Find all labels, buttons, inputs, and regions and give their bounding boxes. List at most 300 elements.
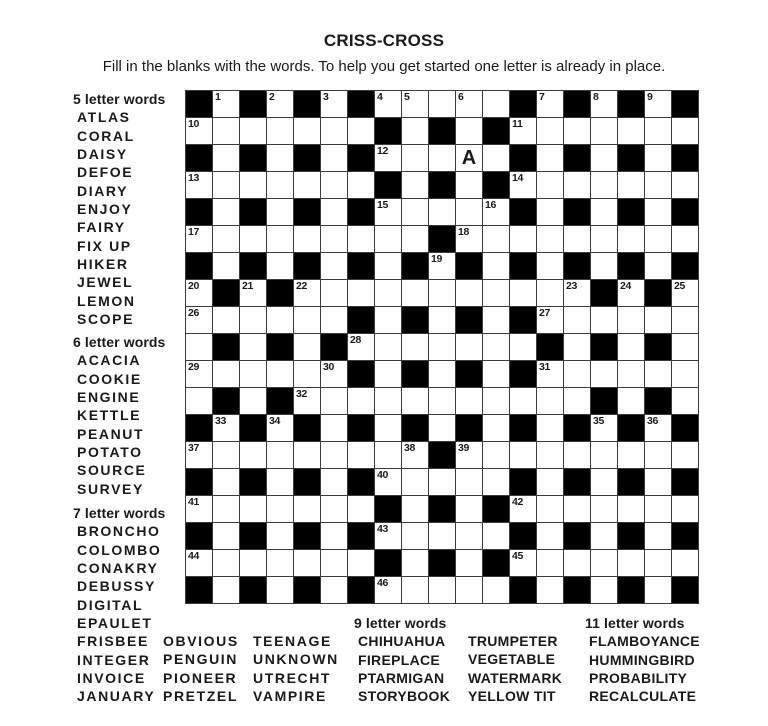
grid-cell[interactable]: [213, 550, 240, 577]
word-item: YELLOW TIT: [468, 688, 556, 705]
grid-cell[interactable]: [483, 415, 510, 442]
grid-cell[interactable]: [510, 172, 537, 199]
grid-cell[interactable]: [186, 550, 213, 577]
grid-cell[interactable]: [456, 172, 483, 199]
word-item: INVOICE: [77, 670, 146, 687]
grid-cell[interactable]: [456, 145, 483, 172]
grid-cell[interactable]: [483, 307, 510, 334]
grid-cell[interactable]: [429, 523, 456, 550]
grid-cell-black: [429, 442, 456, 469]
grid-cell-black: [510, 307, 537, 334]
grid-cell[interactable]: [483, 442, 510, 469]
grid-cell[interactable]: [240, 550, 267, 577]
grid-cell[interactable]: [240, 280, 267, 307]
grid-cell[interactable]: [213, 469, 240, 496]
grid-cell[interactable]: [483, 523, 510, 550]
grid-cell[interactable]: [402, 172, 429, 199]
grid-cell[interactable]: [591, 361, 618, 388]
grid-cell[interactable]: [213, 361, 240, 388]
grid-cell[interactable]: [456, 388, 483, 415]
grid-cell[interactable]: [618, 550, 645, 577]
grid-cell[interactable]: [645, 550, 672, 577]
grid-cell[interactable]: [267, 469, 294, 496]
grid-cell[interactable]: [213, 523, 240, 550]
instructions-text: Fill in the blanks with the words. To help you get started one letter is already in place.: [102, 58, 666, 75]
grid-cell[interactable]: [294, 307, 321, 334]
grid-cell[interactable]: [375, 280, 402, 307]
grid-cell[interactable]: [456, 550, 483, 577]
grid-cell[interactable]: [186, 118, 213, 145]
grid-cell[interactable]: [618, 172, 645, 199]
grid-cell[interactable]: [510, 550, 537, 577]
grid-cell-black: [240, 577, 267, 604]
cell-number: 38: [404, 442, 416, 454]
grid-cell[interactable]: [537, 523, 564, 550]
grid-cell[interactable]: [618, 361, 645, 388]
grid-cell[interactable]: [429, 361, 456, 388]
grid-cell[interactable]: [321, 226, 348, 253]
grid-cell[interactable]: [321, 469, 348, 496]
grid-cell[interactable]: [267, 172, 294, 199]
grid-cell[interactable]: [321, 361, 348, 388]
grid-cell[interactable]: [645, 415, 672, 442]
grid-cell[interactable]: [564, 361, 591, 388]
grid-cell[interactable]: [672, 334, 699, 361]
grid-cell[interactable]: [267, 550, 294, 577]
grid-cell[interactable]: [186, 334, 213, 361]
grid-cell[interactable]: [483, 334, 510, 361]
grid-cell[interactable]: [618, 442, 645, 469]
grid-cell[interactable]: [672, 280, 699, 307]
cell-number: 19: [431, 253, 443, 265]
grid-cell[interactable]: [672, 442, 699, 469]
grid-cell[interactable]: [483, 199, 510, 226]
grid-cell[interactable]: [429, 334, 456, 361]
grid-cell[interactable]: [321, 496, 348, 523]
grid-cell[interactable]: [375, 145, 402, 172]
grid-cell[interactable]: [294, 226, 321, 253]
grid-cell[interactable]: [375, 361, 402, 388]
grid-cell[interactable]: [645, 118, 672, 145]
grid-cell[interactable]: [402, 91, 429, 118]
grid-cell[interactable]: [510, 496, 537, 523]
grid-cell[interactable]: [456, 118, 483, 145]
grid-cell[interactable]: [456, 334, 483, 361]
grid-cell[interactable]: [483, 469, 510, 496]
grid-cell[interactable]: [186, 361, 213, 388]
grid-cell[interactable]: [456, 199, 483, 226]
grid-cell-black: [591, 334, 618, 361]
grid-cell[interactable]: [537, 469, 564, 496]
grid-cell[interactable]: [375, 415, 402, 442]
grid-cell[interactable]: [618, 226, 645, 253]
grid-cell[interactable]: [429, 145, 456, 172]
grid-cell[interactable]: [186, 280, 213, 307]
grid-cell[interactable]: [591, 550, 618, 577]
grid-cell[interactable]: [483, 253, 510, 280]
grid-cell[interactable]: [672, 118, 699, 145]
grid-cell[interactable]: [510, 226, 537, 253]
grid-cell[interactable]: [645, 523, 672, 550]
grid-cell[interactable]: [591, 118, 618, 145]
grid-cell[interactable]: [213, 145, 240, 172]
grid-cell[interactable]: [429, 469, 456, 496]
grid-cell[interactable]: [186, 442, 213, 469]
grid-cell[interactable]: [456, 226, 483, 253]
grid-cell[interactable]: [591, 199, 618, 226]
grid-cell[interactable]: [456, 280, 483, 307]
grid-cell[interactable]: [375, 307, 402, 334]
grid-cell[interactable]: [429, 577, 456, 604]
grid-cell[interactable]: [402, 118, 429, 145]
grid-cell[interactable]: [483, 91, 510, 118]
grid-cell[interactable]: [267, 307, 294, 334]
grid-cell[interactable]: [321, 253, 348, 280]
grid-cell[interactable]: [240, 442, 267, 469]
grid-cell[interactable]: [537, 226, 564, 253]
grid-cell[interactable]: [321, 145, 348, 172]
word-item: VEGETABLE: [468, 651, 556, 668]
grid-cell[interactable]: [429, 388, 456, 415]
grid-cell[interactable]: [294, 280, 321, 307]
grid-cell-black: [267, 334, 294, 361]
grid-cell[interactable]: [591, 577, 618, 604]
grid-cell[interactable]: [510, 118, 537, 145]
grid-cell[interactable]: [510, 280, 537, 307]
grid-cell-black: [510, 523, 537, 550]
grid-cell[interactable]: [375, 226, 402, 253]
grid-cell[interactable]: [267, 442, 294, 469]
grid-cell[interactable]: [240, 334, 267, 361]
grid-cell[interactable]: [240, 388, 267, 415]
grid-cell[interactable]: [267, 226, 294, 253]
grid-cell[interactable]: [321, 550, 348, 577]
grid-cell[interactable]: [564, 280, 591, 307]
grid-cell-black: [186, 145, 213, 172]
grid-cell[interactable]: [591, 226, 618, 253]
word-item: FAIRY: [77, 219, 126, 236]
grid-cell[interactable]: [591, 523, 618, 550]
grid-cell[interactable]: [321, 172, 348, 199]
grid-cell[interactable]: [267, 145, 294, 172]
grid-cell[interactable]: [402, 145, 429, 172]
grid-cell-black: [375, 496, 402, 523]
grid-cell[interactable]: [267, 415, 294, 442]
cell-number: 34: [269, 415, 281, 427]
grid-cell[interactable]: [213, 226, 240, 253]
grid-cell[interactable]: [483, 388, 510, 415]
grid-cell-black: [564, 199, 591, 226]
grid-cell[interactable]: [591, 442, 618, 469]
grid-cell[interactable]: [510, 334, 537, 361]
grid-cell[interactable]: [537, 307, 564, 334]
word-item: DIGITAL: [77, 596, 144, 613]
grid-cell[interactable]: [321, 91, 348, 118]
grid-cell[interactable]: [294, 172, 321, 199]
grid-cell[interactable]: [213, 91, 240, 118]
grid-cell[interactable]: [294, 334, 321, 361]
grid-cell[interactable]: [483, 226, 510, 253]
grid-cell[interactable]: [537, 145, 564, 172]
grid-cell[interactable]: [321, 280, 348, 307]
grid-cell[interactable]: [321, 442, 348, 469]
grid-cell[interactable]: [321, 307, 348, 334]
grid-cell[interactable]: [402, 550, 429, 577]
grid-cell[interactable]: [456, 442, 483, 469]
grid-cell[interactable]: [402, 199, 429, 226]
grid-cell[interactable]: [645, 361, 672, 388]
grid-cell[interactable]: [240, 118, 267, 145]
grid-cell[interactable]: [402, 226, 429, 253]
grid-cell[interactable]: [321, 199, 348, 226]
grid-cell[interactable]: [591, 91, 618, 118]
grid-cell[interactable]: [672, 388, 699, 415]
grid-cell[interactable]: [294, 550, 321, 577]
grid-cell[interactable]: [213, 577, 240, 604]
grid-cell[interactable]: [213, 118, 240, 145]
grid-cell[interactable]: [672, 550, 699, 577]
grid-cell[interactable]: [348, 226, 375, 253]
grid-cell-black: [456, 253, 483, 280]
grid-cell[interactable]: [645, 577, 672, 604]
word-item: DIARY: [77, 182, 129, 199]
grid-cell[interactable]: [645, 496, 672, 523]
grid-cell[interactable]: [213, 307, 240, 334]
grid-cell[interactable]: [564, 388, 591, 415]
grid-cell[interactable]: [402, 523, 429, 550]
grid-cell[interactable]: [618, 118, 645, 145]
grid-cell[interactable]: [537, 199, 564, 226]
cell-number: 4: [377, 91, 383, 103]
grid-cell[interactable]: [537, 91, 564, 118]
grid-cell[interactable]: [510, 388, 537, 415]
grid-cell[interactable]: [456, 577, 483, 604]
cell-number: 39: [458, 442, 470, 454]
grid-cell[interactable]: [510, 442, 537, 469]
grid-cell[interactable]: [456, 523, 483, 550]
grid-cell[interactable]: [429, 199, 456, 226]
grid-cell[interactable]: [321, 388, 348, 415]
grid-cell[interactable]: [294, 496, 321, 523]
grid-cell[interactable]: [645, 199, 672, 226]
grid-cell[interactable]: [348, 334, 375, 361]
word-item: PROBABILITY: [589, 670, 688, 687]
grid-cell-black: [186, 469, 213, 496]
grid-cell[interactable]: [348, 550, 375, 577]
grid-cell[interactable]: [429, 280, 456, 307]
grid-cell[interactable]: [240, 172, 267, 199]
grid-cell[interactable]: [321, 415, 348, 442]
cell-number: 9: [647, 91, 653, 103]
grid-cell[interactable]: [456, 469, 483, 496]
grid-cell[interactable]: [240, 361, 267, 388]
grid-cell[interactable]: [564, 550, 591, 577]
grid-cell[interactable]: [348, 496, 375, 523]
grid-cell[interactable]: [564, 334, 591, 361]
grid-cell[interactable]: [537, 280, 564, 307]
word-item: CORAL: [77, 127, 135, 144]
grid-cell[interactable]: [483, 577, 510, 604]
grid-cell[interactable]: [213, 496, 240, 523]
grid-cell[interactable]: [645, 91, 672, 118]
grid-cell[interactable]: [672, 307, 699, 334]
grid-cell[interactable]: [537, 388, 564, 415]
grid-cell[interactable]: [375, 199, 402, 226]
word-item: STORYBOOK: [358, 688, 451, 705]
word-item: PIONEER: [163, 669, 238, 686]
cell-number: 27: [539, 307, 551, 319]
grid-cell[interactable]: [456, 91, 483, 118]
grid-cell[interactable]: [321, 577, 348, 604]
grid-cell[interactable]: [456, 496, 483, 523]
grid-cell[interactable]: [645, 307, 672, 334]
grid-cell[interactable]: [267, 118, 294, 145]
grid-cell[interactable]: [402, 388, 429, 415]
grid-cell[interactable]: [564, 118, 591, 145]
grid-cell[interactable]: [591, 253, 618, 280]
grid-cell[interactable]: [537, 361, 564, 388]
grid-cell[interactable]: [672, 361, 699, 388]
grid-cell[interactable]: [375, 523, 402, 550]
grid-cell[interactable]: [564, 442, 591, 469]
grid-cell[interactable]: [348, 388, 375, 415]
grid-cell[interactable]: [267, 361, 294, 388]
grid-cell[interactable]: [294, 388, 321, 415]
grid-cell[interactable]: [429, 253, 456, 280]
grid-cell[interactable]: [564, 307, 591, 334]
grid-cell[interactable]: [645, 145, 672, 172]
grid-cell[interactable]: [294, 361, 321, 388]
grid-cell[interactable]: [429, 415, 456, 442]
grid-cell[interactable]: [267, 496, 294, 523]
grid-cell[interactable]: [537, 253, 564, 280]
grid-cell[interactable]: [645, 226, 672, 253]
grid-cell[interactable]: [402, 577, 429, 604]
grid-cell[interactable]: [618, 280, 645, 307]
grid-cell-black: [429, 226, 456, 253]
grid-cell[interactable]: [375, 577, 402, 604]
grid-cell[interactable]: [213, 442, 240, 469]
grid-cell[interactable]: [348, 118, 375, 145]
grid-cell[interactable]: [564, 172, 591, 199]
grid-cell-black: [240, 523, 267, 550]
grid-cell[interactable]: [267, 91, 294, 118]
grid-cell[interactable]: [564, 496, 591, 523]
grid-cell[interactable]: [267, 577, 294, 604]
grid-cell[interactable]: [483, 145, 510, 172]
grid-cell[interactable]: [375, 334, 402, 361]
grid-cell[interactable]: [591, 145, 618, 172]
grid-cell[interactable]: [186, 388, 213, 415]
grid-cell[interactable]: [213, 415, 240, 442]
grid-cell[interactable]: [402, 334, 429, 361]
grid-cell[interactable]: [240, 307, 267, 334]
grid-cell[interactable]: [645, 469, 672, 496]
grid-cell[interactable]: [348, 442, 375, 469]
grid-cell[interactable]: [618, 388, 645, 415]
grid-cell[interactable]: [321, 118, 348, 145]
grid-cell[interactable]: [537, 577, 564, 604]
grid-cell[interactable]: [618, 307, 645, 334]
grid-cell[interactable]: [591, 172, 618, 199]
cell-number: 3: [323, 91, 329, 103]
grid-cell[interactable]: [564, 226, 591, 253]
grid-cell-black: [267, 388, 294, 415]
cell-number: 23: [566, 280, 578, 292]
grid-cell[interactable]: [294, 442, 321, 469]
grid-cell[interactable]: [348, 280, 375, 307]
grid-cell[interactable]: [537, 415, 564, 442]
word-item: INTEGER: [77, 651, 151, 668]
grid-cell[interactable]: [483, 361, 510, 388]
grid-cell[interactable]: [645, 172, 672, 199]
grid-cell-black: [564, 145, 591, 172]
grid-cell[interactable]: [645, 442, 672, 469]
grid-cell[interactable]: [429, 307, 456, 334]
grid-cell[interactable]: [402, 442, 429, 469]
grid-cell[interactable]: [213, 199, 240, 226]
grid-cell[interactable]: [267, 253, 294, 280]
grid-cell[interactable]: [375, 388, 402, 415]
grid-cell[interactable]: [483, 280, 510, 307]
grid-cell[interactable]: [537, 442, 564, 469]
grid-cell-black: [618, 469, 645, 496]
grid-cell[interactable]: [267, 199, 294, 226]
grid-cell[interactable]: [591, 469, 618, 496]
word-item: WATERMARK: [468, 669, 563, 686]
grid-cell[interactable]: [618, 496, 645, 523]
grid-cell[interactable]: [591, 307, 618, 334]
grid-cell[interactable]: [240, 496, 267, 523]
grid-cell[interactable]: [375, 253, 402, 280]
grid-cell-black: [564, 253, 591, 280]
grid-cell[interactable]: [537, 172, 564, 199]
grid-cell[interactable]: [213, 253, 240, 280]
grid-cell[interactable]: [537, 118, 564, 145]
grid-cell[interactable]: [348, 172, 375, 199]
grid-cell[interactable]: [321, 523, 348, 550]
grid-cell[interactable]: [375, 91, 402, 118]
grid-cell[interactable]: [186, 172, 213, 199]
grid-cell[interactable]: [294, 118, 321, 145]
grid-cell[interactable]: [375, 469, 402, 496]
grid-cell[interactable]: [186, 226, 213, 253]
grid-cell[interactable]: [375, 442, 402, 469]
grid-cell[interactable]: [429, 91, 456, 118]
grid-cell[interactable]: [672, 226, 699, 253]
grid-cell[interactable]: [618, 334, 645, 361]
grid-cell[interactable]: [402, 469, 429, 496]
grid-cell[interactable]: [645, 253, 672, 280]
cell-number: 29: [188, 361, 200, 373]
grid-cell[interactable]: [672, 172, 699, 199]
grid-cell[interactable]: [537, 550, 564, 577]
grid-cell[interactable]: [402, 496, 429, 523]
grid-cell[interactable]: [186, 307, 213, 334]
grid-cell[interactable]: [672, 496, 699, 523]
grid-cell[interactable]: [186, 496, 213, 523]
grid-cell[interactable]: [537, 496, 564, 523]
grid-cell[interactable]: [213, 172, 240, 199]
grid-cell[interactable]: [402, 280, 429, 307]
cell-number: 10: [188, 118, 200, 130]
grid-cell[interactable]: [240, 226, 267, 253]
grid-cell[interactable]: [267, 523, 294, 550]
grid-cell[interactable]: [591, 496, 618, 523]
word-item: FIREPLACE: [358, 651, 441, 668]
cell-number: 17: [188, 226, 200, 238]
grid-cell[interactable]: [591, 415, 618, 442]
